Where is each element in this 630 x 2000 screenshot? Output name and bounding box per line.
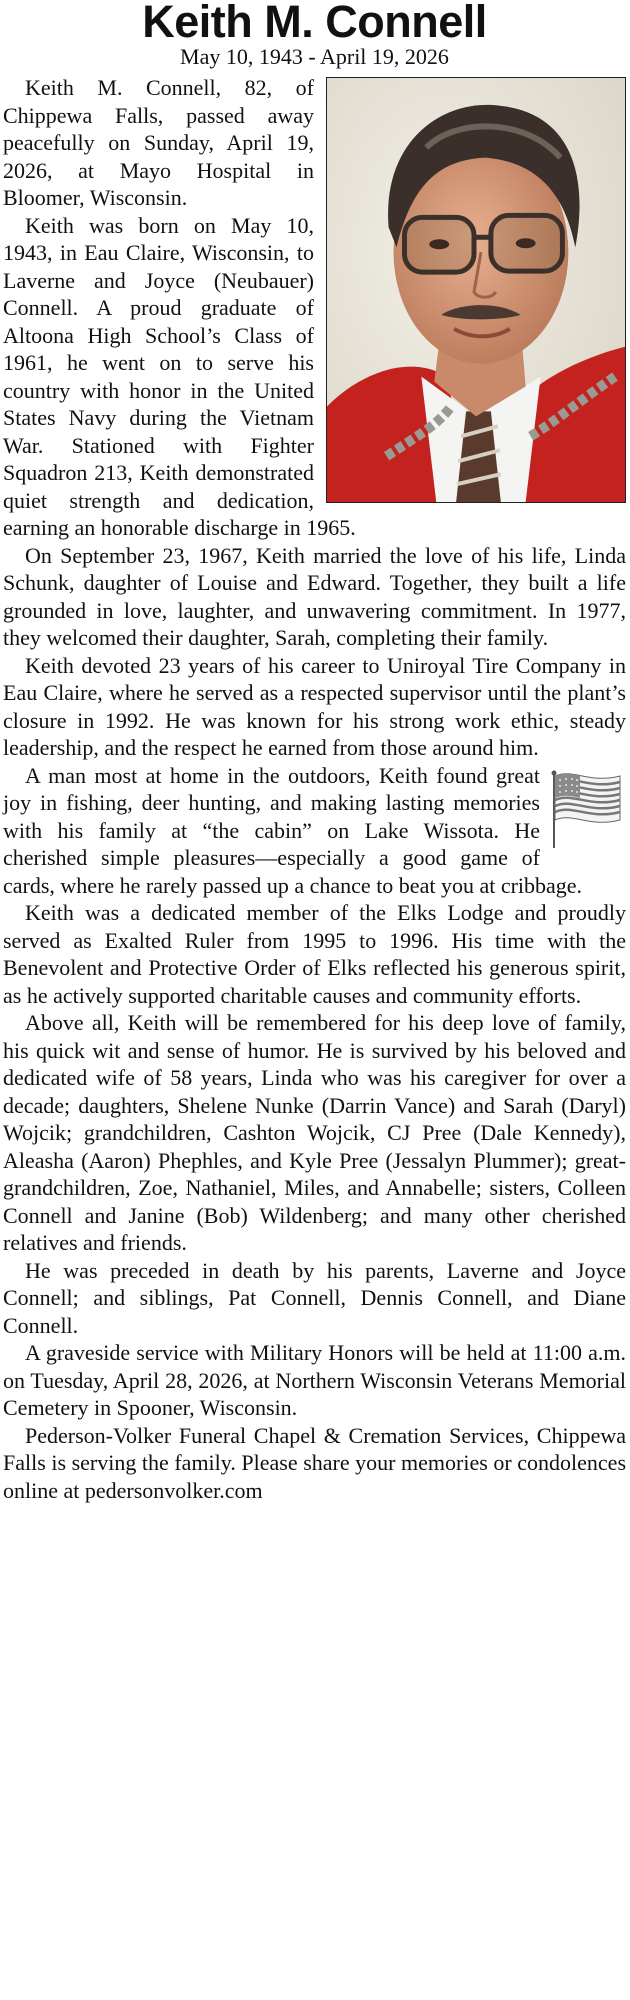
paragraph-early-life: Keith was born on May 10, 1943, in Eau Claire, Wisconsin, to Laverne and Joyce (Neubauer) Connell. A proud graduate of Altoona High School’s Class of 1961, he went on to serve his country with honor in the United States Navy during the Vietnam War. Stationed with Fighter Squadron 213, Keith demonstrated quiet strength and dedication, earning an honorable discharge in 1965. — [3, 212, 356, 540]
portrait-photo-svg — [327, 78, 625, 502]
paragraph-preceded: He was preceded in death by his parents, Laverne and Joyce Connell; and siblings, Pat Connell, Dennis Connell, and Diane Connell. — [3, 1257, 626, 1338]
american-flag-svg — [550, 768, 624, 850]
paragraph-marriage: On September 23, 1967, Keith married the love of his life, Linda Schunk, daughter of Louise and Edward. Together, they built a life grounded in love, laughter, and unwavering commitment. In 1977, they welcomed their daughter, Sarah, completing their family. — [3, 542, 626, 650]
obituary-body — [3, 74, 626, 1504]
paragraph-career: Keith devoted 23 years of his career to Uniroyal Tire Company in Eau Claire, where he served as a respected supervisor until the plant’s closure in 1992. He was known for his strong work ethic, steady leadership, and the respect he earned from those around him. — [3, 652, 626, 760]
paragraph-hobbies: A man most at home in the outdoors, Keith found great joy in fishing, deer hunting, and making lasting memories with his family at “the cabin” on Lake Wissota. He cherished simple pleasures—especially a good game of cards, where he rarely passed up a chance to beat you at cribbage. — [3, 762, 583, 898]
paragraph-service: A graveside service with Military Honors will be held at 11:00 a.m. on Tuesday, April 28, 2026, at Northern Wisconsin Veterans Memorial Cemetery in Spooner, Wisconsin. — [3, 1340, 626, 1420]
paragraph-death-notice: Keith M. Connell, 82, of Chippewa Falls, passed away peacefully on Sunday, April 19, 2026, at Mayo Hospital in Bloomer, Wisconsin. — [3, 75, 314, 210]
life-dates: May 10, 1943 - April 19, 2026 — [180, 44, 449, 69]
portrait-photo — [326, 77, 626, 503]
american-flag-icon — [550, 768, 624, 850]
obituary-name: Keith M. Connell — [142, 0, 487, 47]
paragraph-elks: Keith was a dedicated member of the Elks Lodge and proudly served as Exalted Ruler from 1995 to 1996. His time with the Benevolent and Protective Order of Elks reflected his generous spirit, as he actively supported charitable causes and community efforts. — [3, 900, 626, 1008]
paragraph-funeral-home: Pederson-Volker Funeral Chapel & Cremation Services, Chippewa Falls is serving the family. Please share your memories or condolences online at pedersonvolker.com — [3, 1422, 626, 1503]
paragraph-survivors: Above all, Keith will be remembered for his deep love of family, his quick wit and sense of humor. He is survived by his beloved and dedicated wife of 58 years, Linda who was his caregiver for over a decade; daughters, Shelene Nunke (Darrin Vance) and Sarah (Daryl) Wojcik; grandchildren, Cashton Wojcik, CJ Pree (Dale Kennedy), Aleasha (Aaron) Phephles, and Kyle Pree (Jessalyn Plummer); great-grandchildren, Zoe, Nathaniel, Miles, and Annabelle; sisters, Colleen Connell and Janine (Bob) Wildenberg; and many other cherished relatives and friends. — [3, 1010, 626, 1255]
